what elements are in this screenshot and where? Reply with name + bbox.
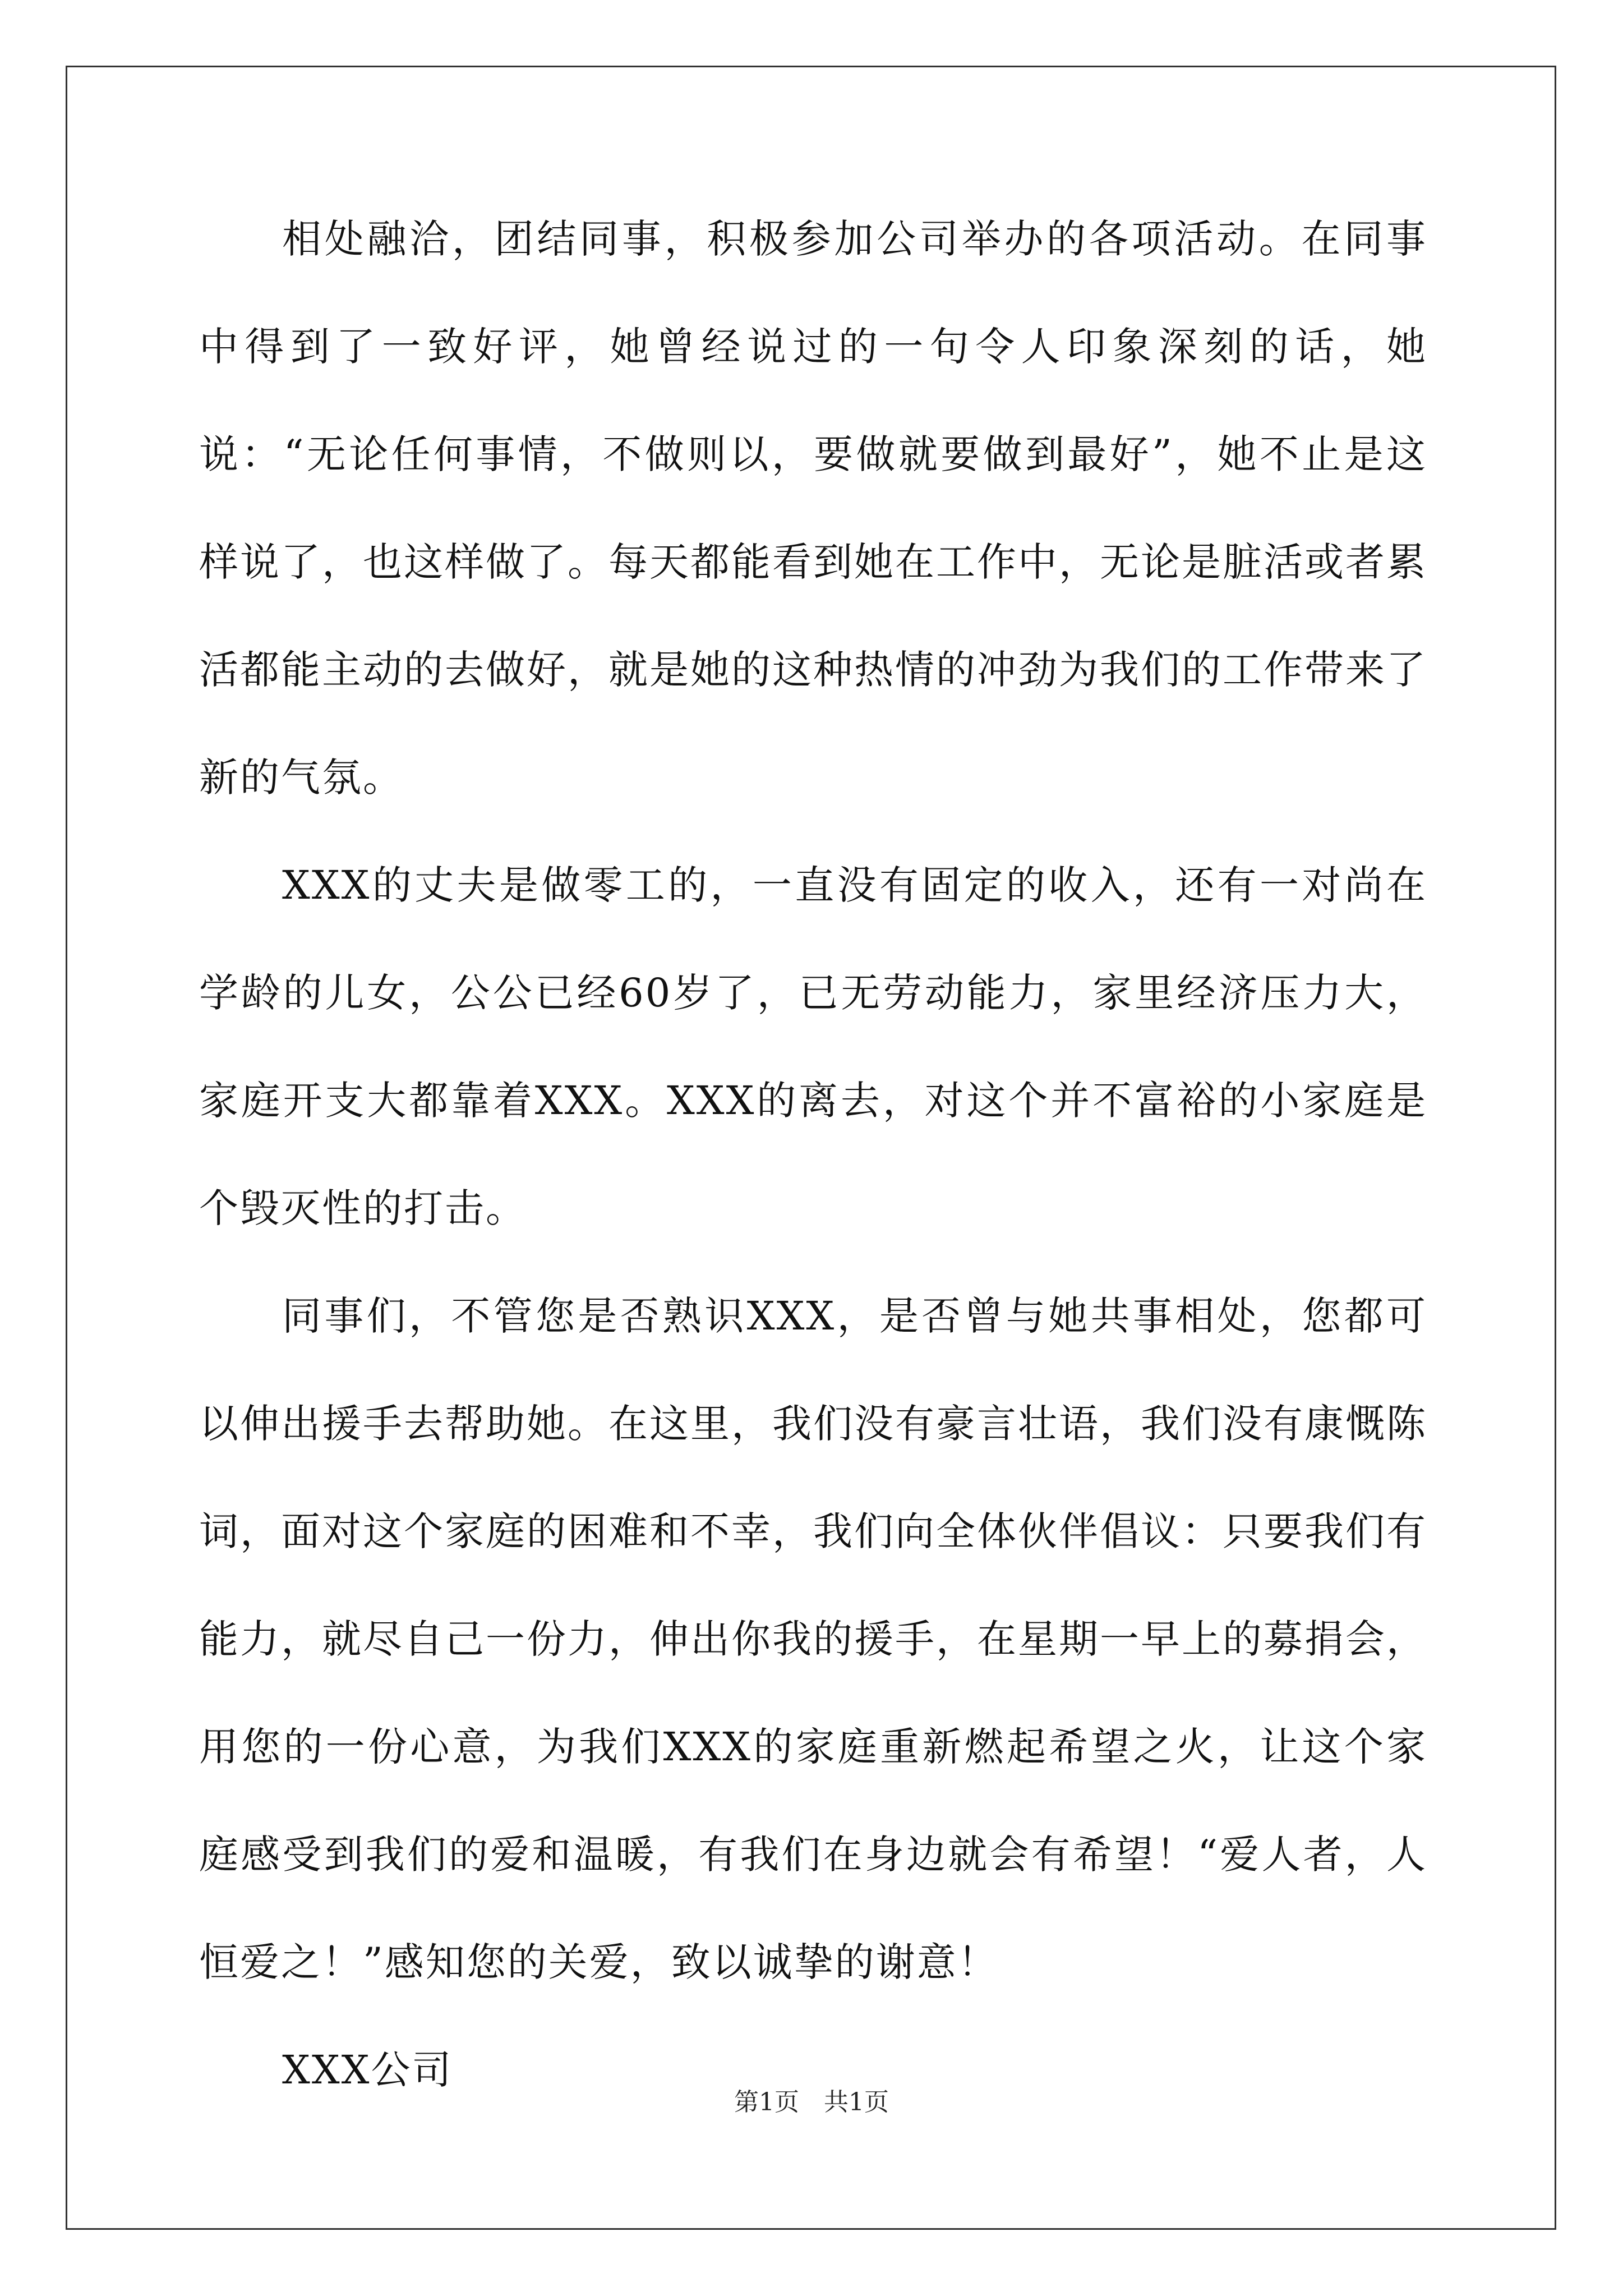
paragraph-2: XXX的丈夫是做零工的，一直没有固定的收入，还有一对尚在学龄的儿女，公公已经60岁了，已无劳动能力，家里经济压力大，家庭开支大都靠着XXX。XXX的离去，对这个并不富裕的小家庭是个毁灭性的打击。 xyxy=(199,862,1427,1231)
signature: XXX公司 xyxy=(282,2047,453,2093)
page-total: 共1页 xyxy=(824,2088,889,2116)
page-footer xyxy=(0,2086,1623,2119)
page-number: 第1页 xyxy=(734,2088,799,2116)
document-body xyxy=(199,185,1427,2124)
paragraph-3: 同事们，不管您是否熟识XXX，是否曾与她共事相处，您都可以伸出援手去帮助她。在这里，我们没有豪言壮语，我们没有康慨陈词，面对这个家庭的困难和不幸，我们向全体伙伴倡议：只要我们有能力，就尽自己一份力，伸出你我的援手，在星期一早上的募捐会，用您的一份心意，为我们XXX的家庭重新燃起希望之火，让这个家庭感受到我们的爱和温暖，有我们在身边就会有希望！“爱人者，人恒爱之！”感知您的关爱，致以诚挚的谢意！ xyxy=(199,1293,1427,1985)
paragraph-1: 相处融洽，团结同事，积极参加公司举办的各项活动。在同事中得到了一致好评，她曾经说过的一句令人印象深刻的话，她说：“无论任何事情，不做则以，要做就要做到最好”，她不止是这样说了，也这样做了。每天都能看到她在工作中，无论是脏活或者累活都能主动的去做好，就是她的这种热情的冲劲为我们的工作带来了新的气氛。 xyxy=(199,216,1427,800)
